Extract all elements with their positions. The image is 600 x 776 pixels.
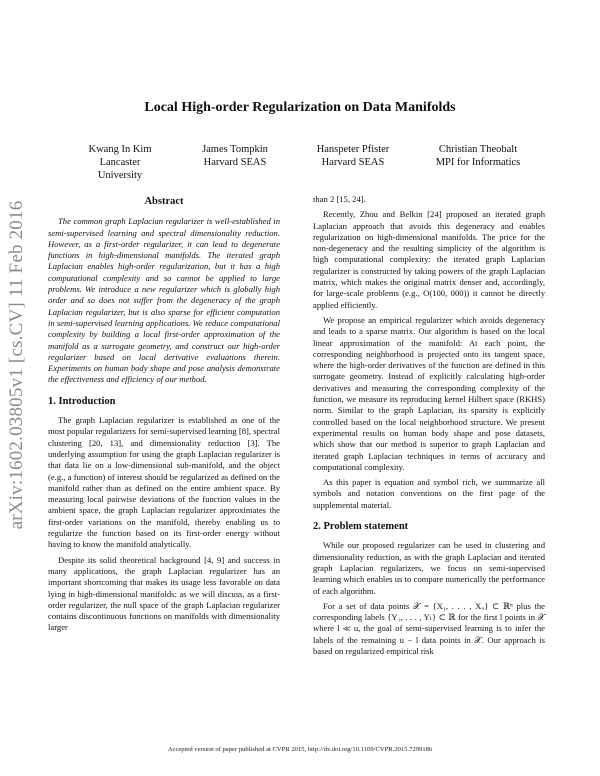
author-name: James Tompkin: [202, 144, 268, 155]
intro-paragraph-3: Recently, Zhou and Belkin [24] proposed an iterated graph Laplacian approach that avoids this degeneracy and enables regularization on high-dimensional manifolds. The price for the non-degeneracy and the resulting simplicity of the algorithm is high computational complexity: the iterated graph Laplacian regularizer is constructed by taking powers of the graph Laplacian matrix, which makes the original matrix denser and, accordingly, for large-scale problems (e.g., O(100, 000)) it cannot be directly applied efficiently.: [313, 209, 545, 310]
page-footer: Accepted version of paper published at CVPR 2015, http://dx.doi.org/10.1109/CVPR.2015.7299186: [167, 746, 433, 753]
author-name: Hanspeter Pfister: [316, 144, 390, 155]
problem-paragraph-2: For a set of data points 𝒳 = {X₁, . . . , Xᵤ} ⊂ ℝⁿ plus the corresponding labels {Y₁, . . . , Yₗ} ⊂ ℝ for the first l points in 𝒳 where l ≪ u, the goal of semi-supervised learning is to infer the labels of the remaining u − l data points in 𝒳. Our approach is based on regularized empirical risk: [313, 600, 545, 656]
arxiv-id-text: arXiv:1602.03805v1 [cs.CV] 11 Feb 2016: [6, 200, 27, 530]
section-1-heading: 1. Introduction: [48, 395, 116, 407]
intro-continuation: than 2 [15, 24].: [313, 194, 366, 204]
right-column: [313, 194, 545, 661]
intro-paragraph-1: The graph Laplacian regularizer is established as one of the most popular regularizers for semi-supervised learning [8], spectral clustering [20, 13], and dimensionality reduction [3]. The underlying assumption for using the graph Laplacian regularizer is that data lie on a low-dimensional sub-manifold, and the object (e.g., a function) of interest should be regularized as defined on the manifold rather than as defined on the entire ambient space. By measuring local pairwise deviations of the function values in the ambient space, the graph Laplacian regularizer approximates the first-order variations on the manifold, thereby enabling us to regularize the function based on its first-order energy without having to know the manifold analytically.: [48, 415, 280, 550]
intro-paragraph-2: Despite its solid theoretical background [4, 9] and success in many applications, the graph Laplacian regularizer has an important shortcoming that makes its usage less favorable on data lying in high-dimensional manifolds: as we will discuss, as a first-order regularizer, the null space of the graph Laplacian regularizer contains discontinuous functions on manifolds with dimensionality larger: [48, 554, 280, 633]
intro-paragraph-4: We propose an empirical regularizer which avoids degeneracy and leads to a sparse matrix. Our algorithm is based on the local linear approximation of the manifold: At each point, the corresponding neighborhood is projected onto its tangent space, where the high-order derivatives of the function are defined in this surrogate geometry. Instead of explicitly calculating high-order derivatives and measuring the corresponding complexity of the function, we measure its reproducing kernel Hilbert space (RKHS) norm. Similar to the graph Laplacian, its sparsity is explicitly controlled based on the local neighborhood structure. We present experimental results on human body shape and pose datasets, which show that our method is superior to graph Laplacian and iterated graph Laplacian techniques in terms of accuracy and computational complexity.: [313, 314, 545, 472]
author-affiliation: Harvard SEAS: [203, 157, 267, 168]
author-affiliation: MPI for Informatics: [435, 157, 521, 168]
author-name: Kwang In Kim: [88, 144, 152, 155]
abstract-text: The common graph Laplacian regularizer is well-established in semi-supervised learning and spectral dimensionality reduction. However, as a first-order regularizer, it can lead to degenerate functions in high-dimensional manifolds. The iterated graph Laplacian enables high-order regularization, but it has a high computational complexity and so cannot be applied to large problems. We introduce a new regularizer which is globally high order and so does not suffer from the degeneracy of the graph Laplacian regularizer, but is also sparse for efficient computation in semi-supervised learning applications. We reduce computational complexity by building a local first-order approximation of the manifold as a surrogate geometry, and construct our high-order regularizer based on local derivative evaluations therein. Experiments on human body shape and pose analysis demonstrate the effectiveness and efficiency of our method.: [48, 216, 280, 385]
left-column: [48, 196, 280, 638]
abstract-heading: Abstract: [144, 196, 184, 207]
arxiv-identifier: [4, 200, 30, 530]
author-affiliation: Harvard SEAS: [321, 157, 385, 168]
author-3: [304, 143, 402, 169]
intro-paragraph-5: As this paper is equation and symbol rich, we summarize all symbols and notation conventions on the first page of the supplemental material.: [313, 477, 545, 510]
author-1: [78, 143, 162, 182]
author-2: [190, 143, 280, 169]
section-2-heading: 2. Problem statement: [313, 521, 409, 533]
author-block: [78, 143, 548, 181]
author-affiliation: Lancaster University: [97, 157, 143, 181]
problem-paragraph-1: While our proposed regularizer can be used in clustering and dimensionality reduction, as with the graph Laplacian and iterated graph Laplacian regularizers, we focus on semi-supervised learning which enables us to compare numerically the performance of each algorithm.: [313, 540, 545, 596]
author-name: Christian Theobalt: [438, 144, 518, 155]
paper-title: Local High-order Regularization on Data Manifolds: [144, 100, 456, 115]
author-4: [414, 143, 542, 169]
